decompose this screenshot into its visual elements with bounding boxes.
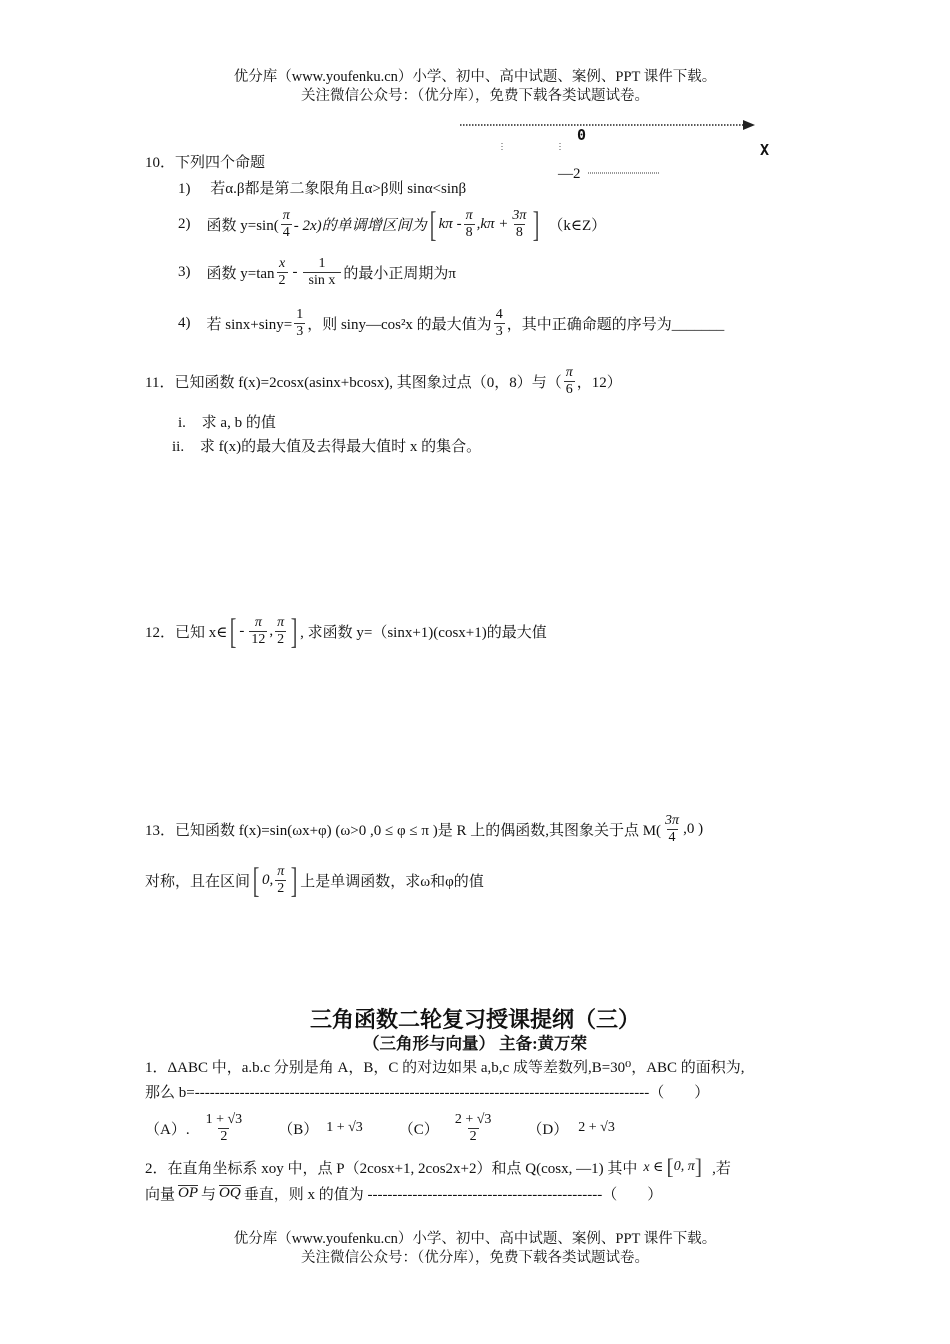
q10-item-4: 4) 若 sinx+siny= $\frac{1}{3}$ ，则 siny—cos²x 的最大值为 $\frac{4}{3}$ ，其中正确命题的序号为_______ (178, 306, 725, 339)
option-c-value: $\frac{2 + √3}{2}$ (454, 1111, 492, 1144)
q10-stem: 10．下列四个命题 (145, 155, 266, 171)
fraction: $\frac{4}{3}$ (495, 306, 503, 339)
header-line-1: 优分库（www.youfenku.cn）小学、初中、高中试题、案例、PPT 课件下载。 (233, 69, 717, 85)
axis-minus-two: —2 (558, 166, 581, 182)
right-bracket: ] (533, 204, 540, 244)
footer-line-2: 关注微信公众号：（优分库），免费下载各类试题试卷。 (301, 1250, 649, 1266)
q13-line-1: 13．已知函数 f(x)=sin(ωx+φ) (ω>0 ,0 ≤ φ ≤ π )是 R 上的偶函数,其图象关于点 M( $\frac{3\pi}{4}$ ,0 ) (145, 812, 704, 845)
right-bracket: ] (290, 860, 298, 900)
section-title: 三角函数二轮复习授课提纲（三） (309, 1007, 640, 1032)
q10-item-3: 3) 函数 y=tan $\frac{x}{2}$ - $\frac{1}{\text{sin x}}$ 的最小正周期为π (178, 255, 456, 288)
x-axis-arrowhead (743, 120, 755, 130)
p2-line-2: 向量 OP 与 OQ 垂直，则 x 的值为 -----------------------------------------------（ ） (145, 1185, 663, 1203)
header-line-2: 关注微信公众号：（优分库），免费下载各类试题试卷。 (301, 88, 649, 104)
vector-op: OP (178, 1185, 199, 1201)
fraction: $\frac{\pi}{6}$ (565, 364, 573, 397)
left-bracket: [ (429, 204, 436, 244)
axis-origin-label: 0 (577, 126, 587, 144)
fraction: $\frac{3\pi}{8}$ (512, 207, 527, 240)
vector-oq: OQ (219, 1185, 241, 1201)
q10-item-2: 2) 函数 y=sin( $\frac{\pi}{4}$ - 2x)的单调增区间为 [ kπ - $\frac{\pi}{8}$ ,kπ + $\frac{3\pi}{8}$ ] （k∈Z） (178, 204, 607, 244)
option-a-label: （A）. (145, 1121, 190, 1138)
fraction: $\frac{\pi}{2}$ (277, 863, 285, 896)
fraction: $\frac{1}{3}$ (296, 306, 304, 339)
p1-line-2: 那么 b=-------------------------------------------------------------------------------------------（ ） (145, 1085, 710, 1101)
option-c-label: （C） (398, 1121, 439, 1138)
option-a-value: $\frac{1 + √3}{2}$ (205, 1111, 243, 1144)
left-bracket: [ (252, 860, 260, 900)
fraction: $\frac{\pi}{4}$ (282, 207, 290, 240)
fraction: $\frac{3\pi}{4}$ (665, 812, 680, 845)
q12: 12．已知 x∈ [ - $\frac{\pi}{12}$ , $\frac{\pi}{2}$ ] , 求函数 y=（sinx+1)(cosx+1)的最大值 (145, 611, 547, 651)
footer-line-1: 优分库（www.youfenku.cn）小学、初中、高中试题、案例、PPT 课件下载。 (233, 1231, 717, 1247)
fraction: $\frac{1}{\text{sin x}}$ (303, 256, 342, 289)
option-b-label: （B） (278, 1121, 319, 1138)
p2-line-1: 2．在直角坐标系 xoy 中，点 P（2cosx+1, 2cos2x+2）和点 Q(cosx, —1) 其中 x ∈ [ 0, π ] ,若 (145, 1154, 731, 1179)
fraction: $\frac{\pi}{2}$ (277, 614, 285, 647)
p1-line-1: 1．ΔABC 中，a.b.c 分别是角 A，B，C 的对边如果 a,b,c 成等差数列,B=30⁰，ABC 的面积为, (145, 1060, 745, 1076)
fraction: $\frac{\pi}{12}$ (251, 614, 266, 647)
q10-item-1: 1) 若α.β都是第二象限角且α>β则 sinα<sinβ (178, 181, 467, 197)
option-b-value: 1 + √3 (326, 1120, 363, 1135)
option-d-label: （D） (527, 1121, 569, 1138)
fraction: $\frac{\pi}{8}$ (465, 207, 473, 240)
q11-sub-2: ii. 求 f(x)的最大值及去得最大值时 x 的集合。 (172, 439, 482, 455)
axis-fragment (455, 115, 785, 180)
left-bracket: [ (230, 611, 237, 651)
axis-x-label: X (760, 141, 770, 159)
q11-sub-1: i. 求 a, b 的值 (178, 415, 276, 431)
q13-line-2: 对称，且在区间 [ 0, $\frac{\pi}{2}$ ] 上是单调函数，求ω和φ的值 (145, 860, 484, 900)
q11-stem: 11．已知函数 f(x)=2cosx(asinx+bcosx), 其图象过点（0，8）与（ $\frac{\pi}{6}$ ，12） (145, 364, 622, 397)
p1-options (145, 1105, 615, 1151)
section-subtitle: （三角形与向量） 主备:黄万荣 (362, 1034, 588, 1053)
right-bracket: ] (290, 611, 298, 651)
fraction: $\frac{x}{2}$ (278, 255, 286, 288)
option-d-value: 2 + √3 (578, 1120, 615, 1135)
